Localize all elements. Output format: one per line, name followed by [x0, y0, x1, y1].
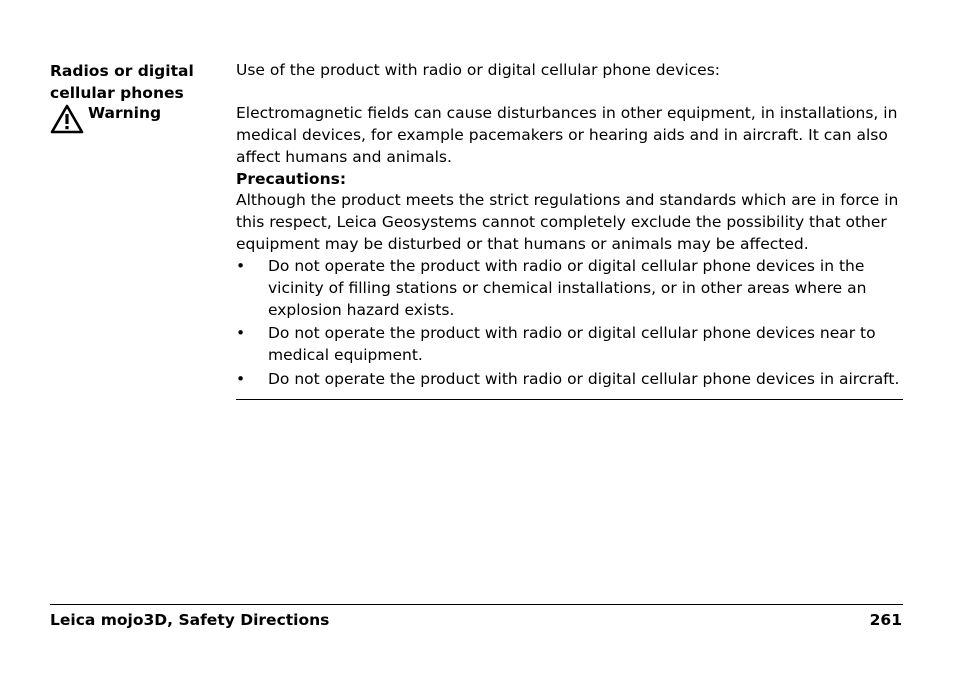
list-item	[236, 323, 904, 366]
list-item	[236, 369, 904, 391]
list-item-text: Do not operate the product with radio or digital cellular phone devices near to medical equipment.	[268, 324, 876, 365]
bullet-icon: •	[236, 324, 246, 343]
list-item	[236, 256, 904, 321]
precautions-text: Although the product meets the strict regulations and standards which are in force in this respect, Leica Geosystems cannot completely exclude the possibility that other equipment may be disturbed or that humans or animals may be affected.	[236, 191, 899, 253]
hazard-text: Electromagnetic fields can cause disturbances in other equipment, in installations, in medical devices, for example pacemakers or hearing aids and in aircraft. It can also affect humans and animals.	[236, 104, 898, 166]
footer-divider	[50, 604, 903, 605]
intro-text: Use of the product with radio or digital cellular phone devices:	[236, 61, 721, 79]
precautions-list	[236, 256, 904, 390]
warning-triangle-icon	[50, 104, 84, 134]
warning-row	[50, 102, 230, 132]
page-number: 261	[869, 611, 902, 629]
bullet-icon: •	[236, 369, 246, 388]
main-content	[236, 60, 904, 393]
bullet-icon: •	[236, 257, 246, 276]
list-item-text: Do not operate the product with radio or digital cellular phone devices in the vicinity of filling stations or chemical installations, or in other areas where an explosion hazard exists.	[268, 257, 867, 319]
warning-label: Warning	[88, 104, 162, 122]
precautions-heading: Precautions:	[236, 169, 347, 188]
section-heading: Radios or digital cellular phones	[50, 62, 194, 102]
section-divider	[236, 399, 903, 400]
footer-title: Leica mojo3D, Safety Directions	[50, 611, 330, 629]
list-item-text: Do not operate the product with radio or digital cellular phone devices in aircraft.	[268, 369, 900, 388]
